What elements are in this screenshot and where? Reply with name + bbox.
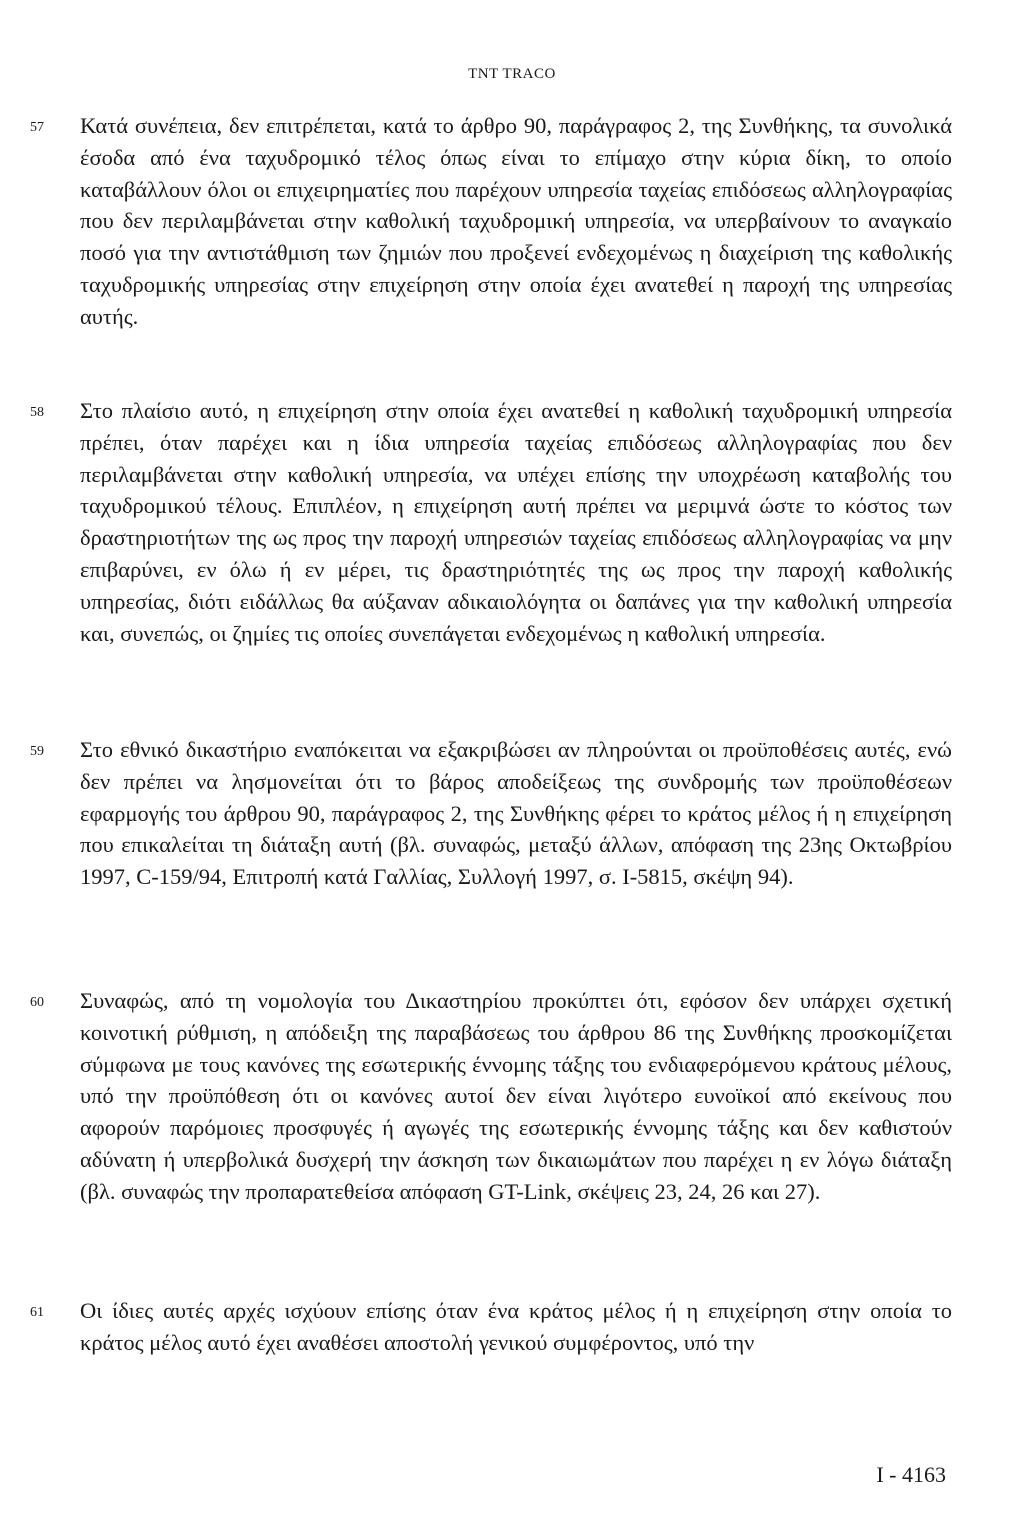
page-number: I - 4163 — [876, 1462, 946, 1487]
paragraph-number: 57 — [30, 120, 44, 135]
paragraph-text: Οι ίδιες αυτές αρχές ισχύουν επίσης όταν ένα κράτος μέλος ή η επιχείρηση στην οποία το κράτος μέλος αυτό έχει αναθέσει αποστολή γενικού συμφέροντος, υπό την — [80, 1298, 952, 1355]
paragraph-number: 59 — [30, 744, 44, 759]
running-header: TNT TRACO — [468, 66, 556, 82]
paragraph-number: 60 — [30, 995, 44, 1010]
paragraph-number: 61 — [30, 1305, 44, 1320]
paragraph-text: Κατά συνέπεια, δεν επιτρέπεται, κατά το άρθρο 90, παράγραφος 2, της Συνθήκης, τα συνολικά έσοδα από ένα ταχυδρομικό τέλος όπως είναι το επίμαχο στην κύρια δίκη, το οποίο καταβάλλουν όλοι οι επιχειρηματίες που παρέχουν υπηρεσία ταχείας επιδόσεως αλληλογραφίας που δεν περιλαμβάνεται στην καθολική ταχυδρομική υπηρεσία, να υπερβαίνουν το αναγκαίο ποσό για την αντιστάθμιση των ζημιών που προξενεί ενδεχομένως η διαχείριση της καθολικής ταχυδρομικής υπηρεσίας στην επιχείρηση στην οποία έχει ανατεθεί η παροχή της υπηρεσίας αυτής. — [80, 113, 952, 329]
paragraph-text: Στο εθνικό δικαστήριο εναπόκειται να εξακριβώσει αν πληρούνται οι προϋποθέσεις αυτές, ενώ δεν πρέπει να λησμονείται ότι το βάρος αποδείξεως της συνδρομής των προϋποθέσεων εφαρμογής του άρθρου 90, παράγραφος 2, της Συνθήκης φέρει το κράτος μέλος ή η επιχείρηση που επικαλείται τη διάταξη αυτή (βλ. συναφώς, μεταξύ άλλων, απόφαση της 23ης Οκτωβρίου 1997, C-159/94, Επιτροπή κατά Γαλλίας, Συλλογή 1997, σ. I-5815, σκέψη 94). — [80, 737, 952, 890]
paragraph-text: Συναφώς, από τη νομολογία του Δικαστηρίου προκύπτει ότι, εφόσον δεν υπάρχει σχετική κοινοτική ρύθμιση, η απόδειξη της παραβάσεως του άρθρου 86 της Συνθήκης προσκομίζεται σύμφωνα με τους κανόνες της εσωτερικής έννομης τάξης του ενδιαφερόμενου κράτους μέλους, υπό την προϋπόθεση ότι οι κανόνες αυτοί δεν είναι λιγότερο ευνοϊκοί από εκείνους που αφορούν παρόμοιες προσφυγές ή αγωγές της εσωτερικής έννομης τάξης και δεν καθιστούν αδύνατη ή υπερβολικά δυσχερή την άσκηση των δικαιωμάτων που παρέχει η εν λόγω διάταξη (βλ. συναφώς την προπαρατεθείσα απόφαση GT-Link, σκέψεις 23, 24, 26 και 27). — [80, 988, 952, 1204]
paragraph-number: 58 — [30, 405, 44, 420]
paragraph-text: Στο πλαίσιο αυτό, η επιχείρηση στην οποία έχει ανατεθεί η καθολική ταχυδρομική υπηρεσία πρέπει, όταν παρέχει και η ίδια υπηρεσία ταχείας επιδόσεως αλληλογραφίας που δεν περιλαμβάνεται στην καθολική υπηρεσία, να υπέχει επίσης την υποχρέωση καταβολής του ταχυδρομικού τέλους. Επιπλέον, η επιχείρηση αυτή πρέπει να μεριμνά ώστε το κόστος των δραστηριοτήτων της ως προς την παροχή υπηρεσιών ταχείας επιδόσεως αλληλογραφίας να μην επιβαρύνει, εν όλω ή εν μέρει, τις δραστηριότητές της ως προς την παροχή καθολικής υπηρεσίας, διότι ειδάλλως θα αύξαναν αδικαιολόγητα οι δαπάνες για την καθολική υπηρεσία και, συνεπώς, οι ζημίες τις οποίες συνεπάγεται ενδεχομένως η καθολική υπηρεσία. — [80, 398, 952, 646]
